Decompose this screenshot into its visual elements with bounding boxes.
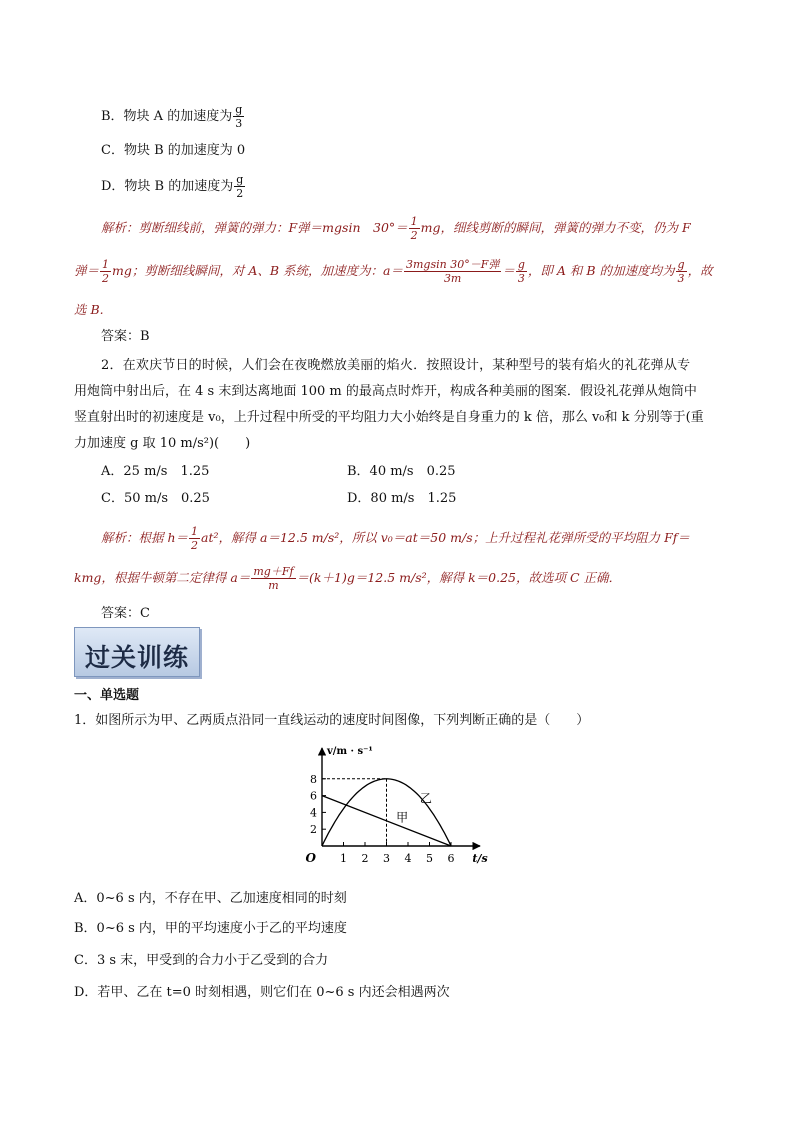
solution-1-line-3: 选 B. [74, 302, 104, 317]
question-2-line-4: 力加速度 g 取 10 m/s²)( ) [74, 436, 251, 451]
y-tick-label: 8 [310, 772, 317, 786]
velocity-time-chart [0, 740, 794, 870]
solution-1-line-1: 解析：剪断细线前，弹簧的弹力：F弹＝mgsin 30°＝ $\frac{1}{2}$ mg，细线剪断的瞬间，弹簧的弹力不变，仍为 F [101, 215, 691, 242]
option-b: B．40 m/s 0.25 [347, 464, 456, 479]
option-d-prev [101, 173, 246, 200]
y-axis-label: v/m · s⁻¹ [327, 746, 373, 757]
x-tick-label: 3 [383, 852, 390, 865]
q3-option-b: B．0~6 s 内，甲的平均速度小于乙的平均速度 [74, 921, 347, 936]
x-tick-label: 2 [361, 852, 369, 865]
series-label-jia: 甲 [396, 810, 409, 825]
option-c-prev: C．物块 B 的加速度为 0 [101, 143, 246, 158]
fraction: $\frac{g}{2}$ [236, 173, 244, 200]
option-b-prev [101, 103, 245, 130]
option-a: A．25 m/s 1.25 [101, 464, 210, 479]
option-c: C．50 m/s 0.25 [101, 491, 210, 506]
fraction: $\frac{g}{3}$ [235, 103, 243, 130]
option-text: B．物块 A 的加速度为 [101, 109, 233, 124]
section-heading: 一、单选题 [74, 688, 140, 703]
question-2-line-3: 竖直射出时的初速度是 v₀，上升过程中所受的平均阻力大小始终是自身重力的 k 倍，那么 v₀和 k 分别等于(重 [74, 410, 704, 425]
solution-2-line-2: kmg，根据牛顿第二定律得 a＝ $\frac{mg+Ff}{m}$ ＝(k＋1)g＝12.5 m/s²，解得 k＝0.25，故选项 C 正确． [74, 565, 622, 592]
series-label-yi: 乙 [419, 791, 432, 806]
q3-option-d: D．若甲、乙在 t=0 时刻相遇，则它们在 0~6 s 内还会相遇两次 [74, 985, 450, 1000]
section-banner [74, 627, 200, 677]
option-text: D．物块 B 的加速度为 [101, 179, 234, 194]
y-tick-label: 6 [310, 789, 317, 803]
answer-2: 答案：C [101, 606, 150, 621]
banner-title: 过关训练 [84, 643, 189, 672]
origin-label: O [305, 851, 316, 865]
question-2-line-1: 2．在欢庆节日的时候，人们会在夜晚燃放美丽的焰火．按照设计，某种型号的装有焰火的礼花弹从专 [101, 358, 691, 373]
solution-1-line-2: 弹＝ $\frac{1}{2}$ mg；剪断细线瞬间，对 A、B 系统，加速度为：a＝ $\frac{\text{3mgsin 30°－F弹}}{3m}$ ＝ $\frac{g}{3}$ ，即 A 和 B 的加速度均为 $\frac{g}{3}$ ，故 [74, 258, 713, 285]
x-tick-label: 5 [426, 852, 433, 865]
answer-1: 答案：B [101, 329, 150, 344]
x-tick-label: 4 [404, 852, 412, 865]
x-tick-label: 1 [340, 852, 347, 865]
q3-option-c: C．3 s 末，甲受到的合力小于乙受到的合力 [74, 953, 329, 968]
x-axis-label: t/s [472, 852, 488, 865]
y-tick-label: 4 [310, 806, 317, 820]
question-3-stem: 1．如图所示为甲、乙两质点沿同一直线运动的速度时间图像，下列判断正确的是（ ） [74, 713, 590, 728]
q3-option-a: A．0~6 s 内，不存在甲、乙加速度相同的时刻 [74, 891, 347, 906]
option-d: D．80 m/s 1.25 [347, 491, 457, 506]
solution-2-line-1: 解析：根据 h＝ $\frac{1}{2}$ at²，解得 a＝12.5 m/s²，所以 v₀＝at＝50 m/s；上升过程礼花弹所受的平均阻力 Ff＝ [101, 525, 690, 552]
x-tick-label: 6 [447, 852, 455, 865]
y-tick-label: 2 [310, 823, 317, 837]
question-2-line-2: 用炮筒中射出后，在 4 s 末到达离地面 100 m 的最高点时炸开，构成各种美丽的图案．假设礼花弹从炮筒中 [74, 384, 697, 399]
